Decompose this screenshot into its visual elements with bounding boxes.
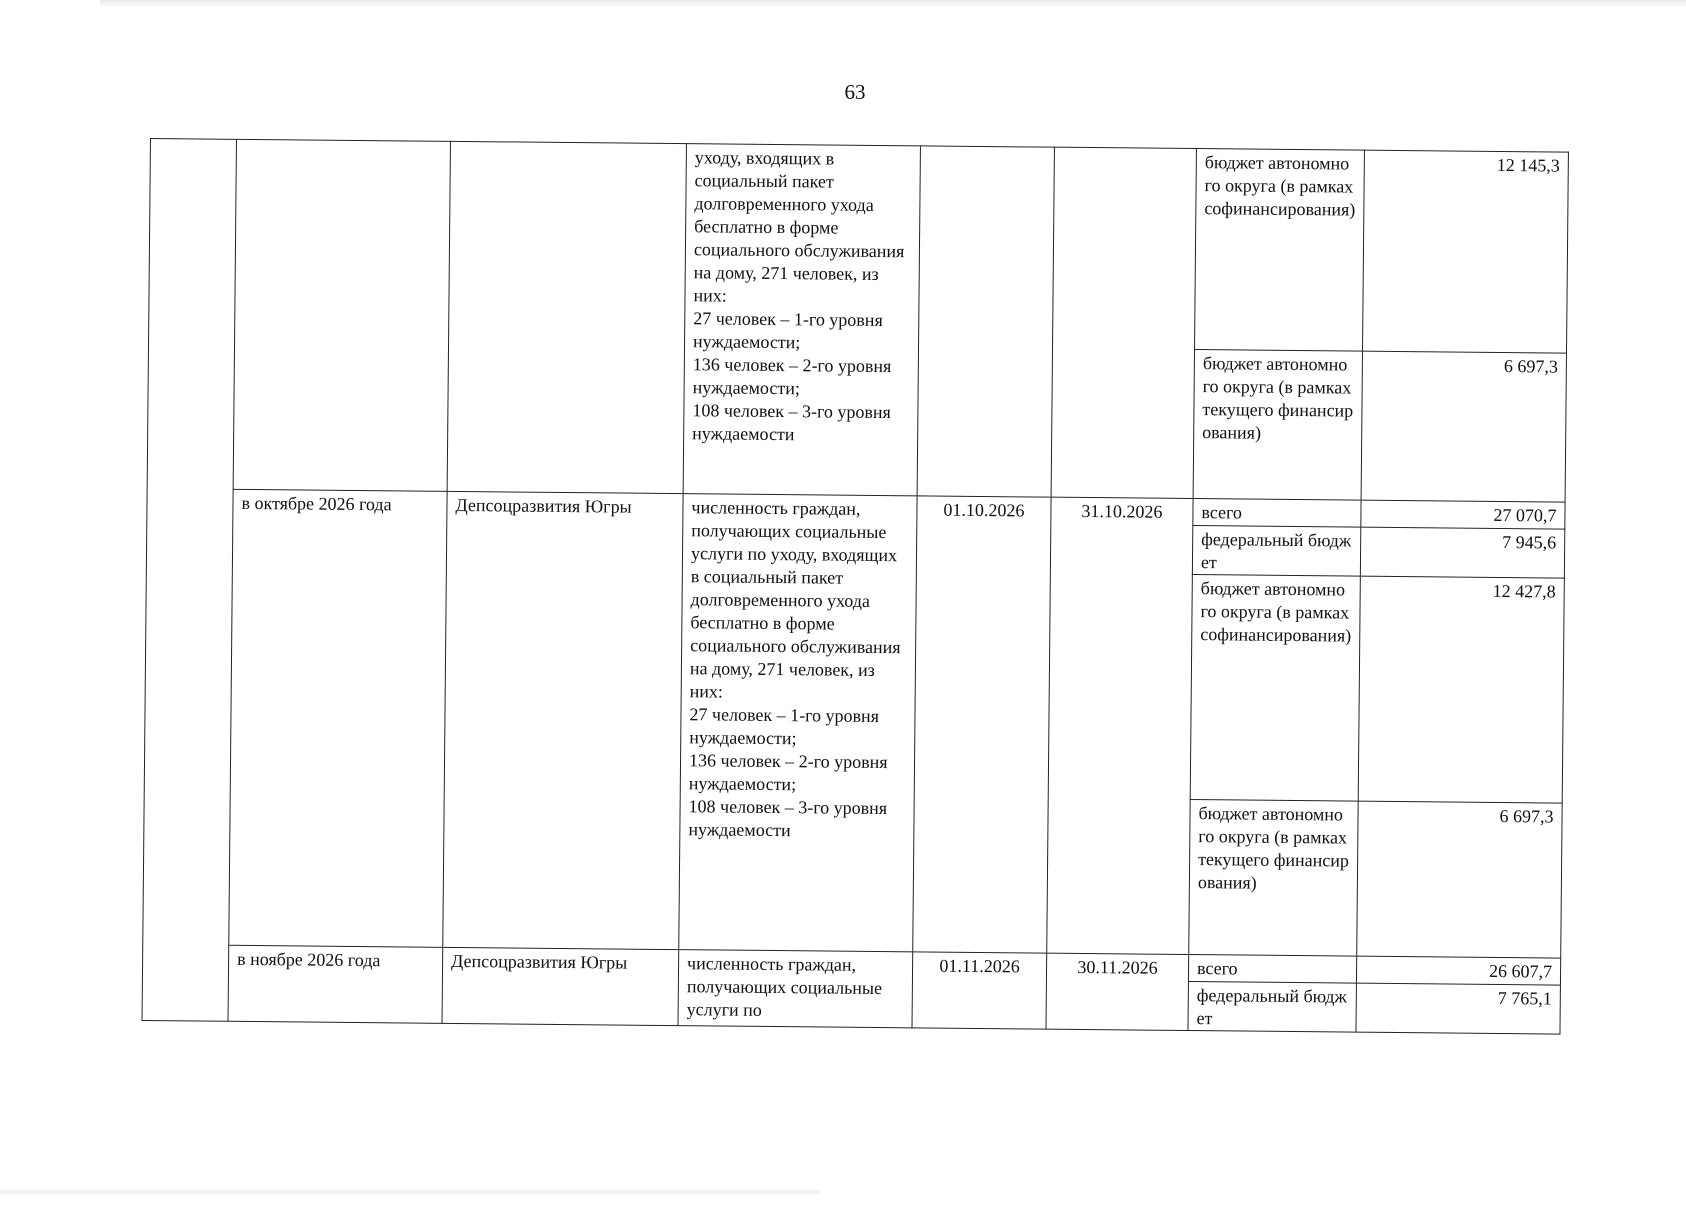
table-row [149, 139, 1569, 354]
description-cell: численность граждан, получающих социальные услуги по уходу, входящих в социальный пакет долговременного ухода бесплатно в форме социального обслуживания на дому, 271 человек, из них: 27 человек – 1-го уровня нуждаемости; 136 человек – 2-го уровня нуждаемости; 108 человек – 3-го уровня нуждаемости [679, 494, 917, 952]
funding-source-cell: федеральный бюджет [1192, 526, 1360, 577]
funding-amount-cell: 26 607,7 [1356, 956, 1560, 985]
start-date-cell: 01.10.2026 [913, 496, 1051, 953]
executor-cell [447, 141, 686, 493]
funding-amount-cell: 6 697,3 [1361, 351, 1566, 502]
start-date-cell: 01.11.2026 [912, 952, 1047, 1029]
end-date-cell: 30.11.2026 [1046, 953, 1189, 1030]
funding-amount-cell: 12 145,3 [1363, 150, 1569, 353]
schedule-table [142, 138, 1569, 1035]
funding-source-cell: бюджет автономного округа (в рамках софинансирования) [1195, 149, 1365, 352]
funding-amount-cell: 7 765,1 [1356, 983, 1560, 1034]
number-column-cell [142, 139, 236, 1022]
end-date-cell [1051, 147, 1196, 498]
start-date-cell [917, 146, 1054, 497]
period-cell: в ноябре 2026 года [228, 945, 443, 1023]
funding-source-cell: всего [1188, 955, 1356, 984]
funding-amount-cell: 12 427,8 [1358, 576, 1564, 803]
period-cell: в октябре 2026 года [229, 489, 447, 947]
funding-amount-cell: 6 697,3 [1357, 801, 1562, 958]
funding-source-cell: всего [1193, 499, 1361, 528]
funding-source-cell: бюджет автономного округа (в рамках текущего финансирования) [1189, 800, 1358, 957]
period-cell [233, 139, 450, 491]
page-number: 63 [844, 80, 866, 104]
funding-source-cell: бюджет автономного округа (в рамках софинансирования) [1190, 575, 1360, 802]
executor-cell: Депсоцразвития Югры [443, 491, 683, 949]
description-cell: уходу, входящих в социальный пакет долговременного ухода бесплатно в форме социального обслуживания на дому, 271 человек, из них: 27 человек – 1-го уровня нуждаемости; 136 человек – 2-го уровня нуждаемости; 108 человек – 3-го уровня нуждаемости [683, 144, 920, 496]
end-date-cell: 31.10.2026 [1047, 497, 1193, 954]
funding-amount-cell: 27 070,7 [1361, 500, 1565, 529]
description-cell: численность граждан, получающих социальные услуги по [678, 950, 913, 1028]
funding-source-cell: бюджет автономного округа (в рамках текущего финансирования) [1193, 350, 1362, 501]
executor-cell: Депсоцразвития Югры [442, 947, 679, 1025]
funding-amount-cell: 7 945,6 [1360, 527, 1564, 578]
funding-source-cell: федеральный бюджет [1188, 982, 1356, 1033]
